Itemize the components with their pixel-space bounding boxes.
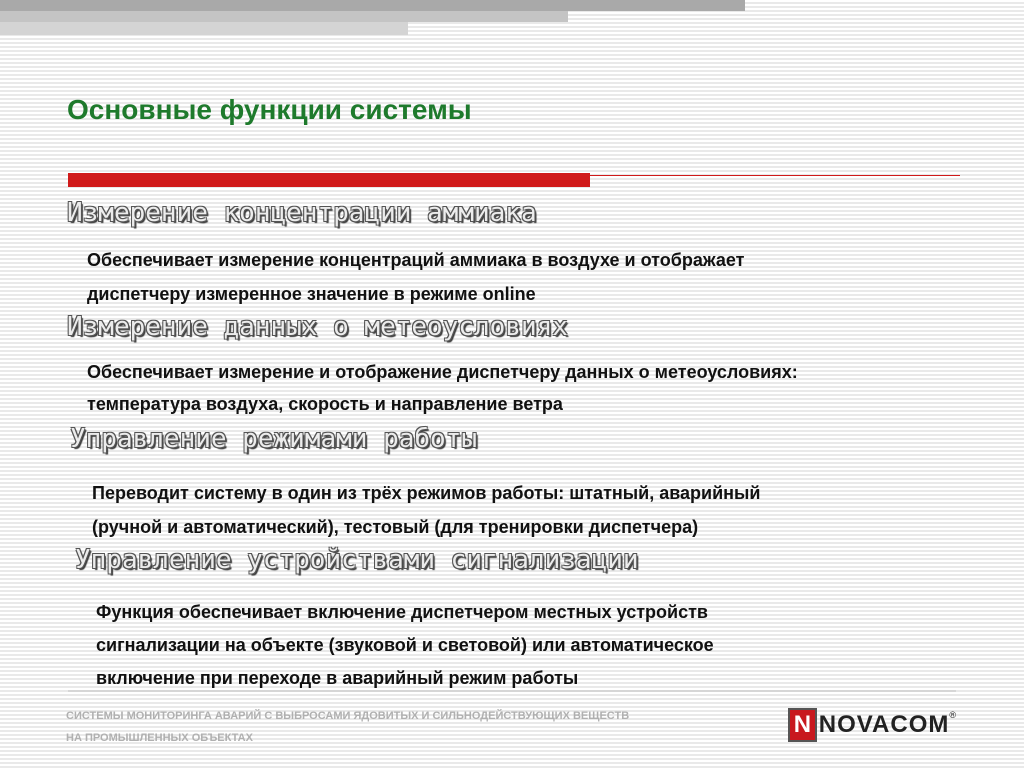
section-body-modes xyxy=(92,476,760,544)
body-line: Переводит систему в один из трёх режимов работы: штатный, аварийный xyxy=(92,483,761,503)
body-line: включение при переходе в аварийный режим работы xyxy=(96,668,579,688)
logo-n-mark: N xyxy=(788,708,817,742)
top-decor-bar-3 xyxy=(0,22,408,35)
body-line: Обеспечивает измерение концентраций аммиака в воздухе и отображает xyxy=(87,250,745,270)
body-line: Обеспечивает измерение и отображение диспетчеру данных о метеоусловиях: xyxy=(87,362,798,382)
section-body-weather xyxy=(87,356,798,420)
section-heading-alarm: Управление устройствами сигнализации xyxy=(75,545,639,575)
top-decor-bar-2 xyxy=(0,11,568,22)
section-body-ammonia xyxy=(87,243,744,311)
footer-divider xyxy=(68,690,956,692)
slide-title: Основные функции системы xyxy=(67,94,472,125)
footer-caption-line-2: НА ПРОМЫШЛЕННЫХ ОБЪЕКТАХ xyxy=(66,732,253,744)
section-heading-ammonia: Измерение концентрации аммиака xyxy=(67,198,537,228)
title-divider-red xyxy=(68,173,590,187)
logo-wordmark: NOVACOM xyxy=(818,711,950,738)
registered-mark: ® xyxy=(949,710,956,720)
body-line: сигнализации на объекте (звуковой и световой) или автоматическое xyxy=(96,635,714,655)
body-line: (ручной и автоматический), тестовый (для тренировки диспетчера) xyxy=(92,517,699,537)
footer-caption-line-1: СИСТЕМЫ МОНИТОРИНГА АВАРИЙ С ВЫБРОСАМИ ЯДОВИТЫХ И СИЛЬНОДЕЙСТВУЮЩИХ ВЕЩЕСТВ xyxy=(66,710,630,722)
top-decor-bar-1 xyxy=(0,0,745,11)
section-heading-weather: Измерение данных о метеоусловиях xyxy=(67,312,568,342)
title-divider-thin xyxy=(590,175,960,176)
section-body-alarm xyxy=(96,596,714,695)
body-line: диспетчеру измеренное значение в режиме online xyxy=(87,284,536,304)
body-line: температура воздуха, скорость и направление ветра xyxy=(87,394,563,414)
body-line: Функция обеспечивает включение диспетчером местных устройств xyxy=(96,602,708,622)
novacom-logo xyxy=(788,706,956,744)
section-heading-modes: Управление режимами работы xyxy=(70,424,477,454)
